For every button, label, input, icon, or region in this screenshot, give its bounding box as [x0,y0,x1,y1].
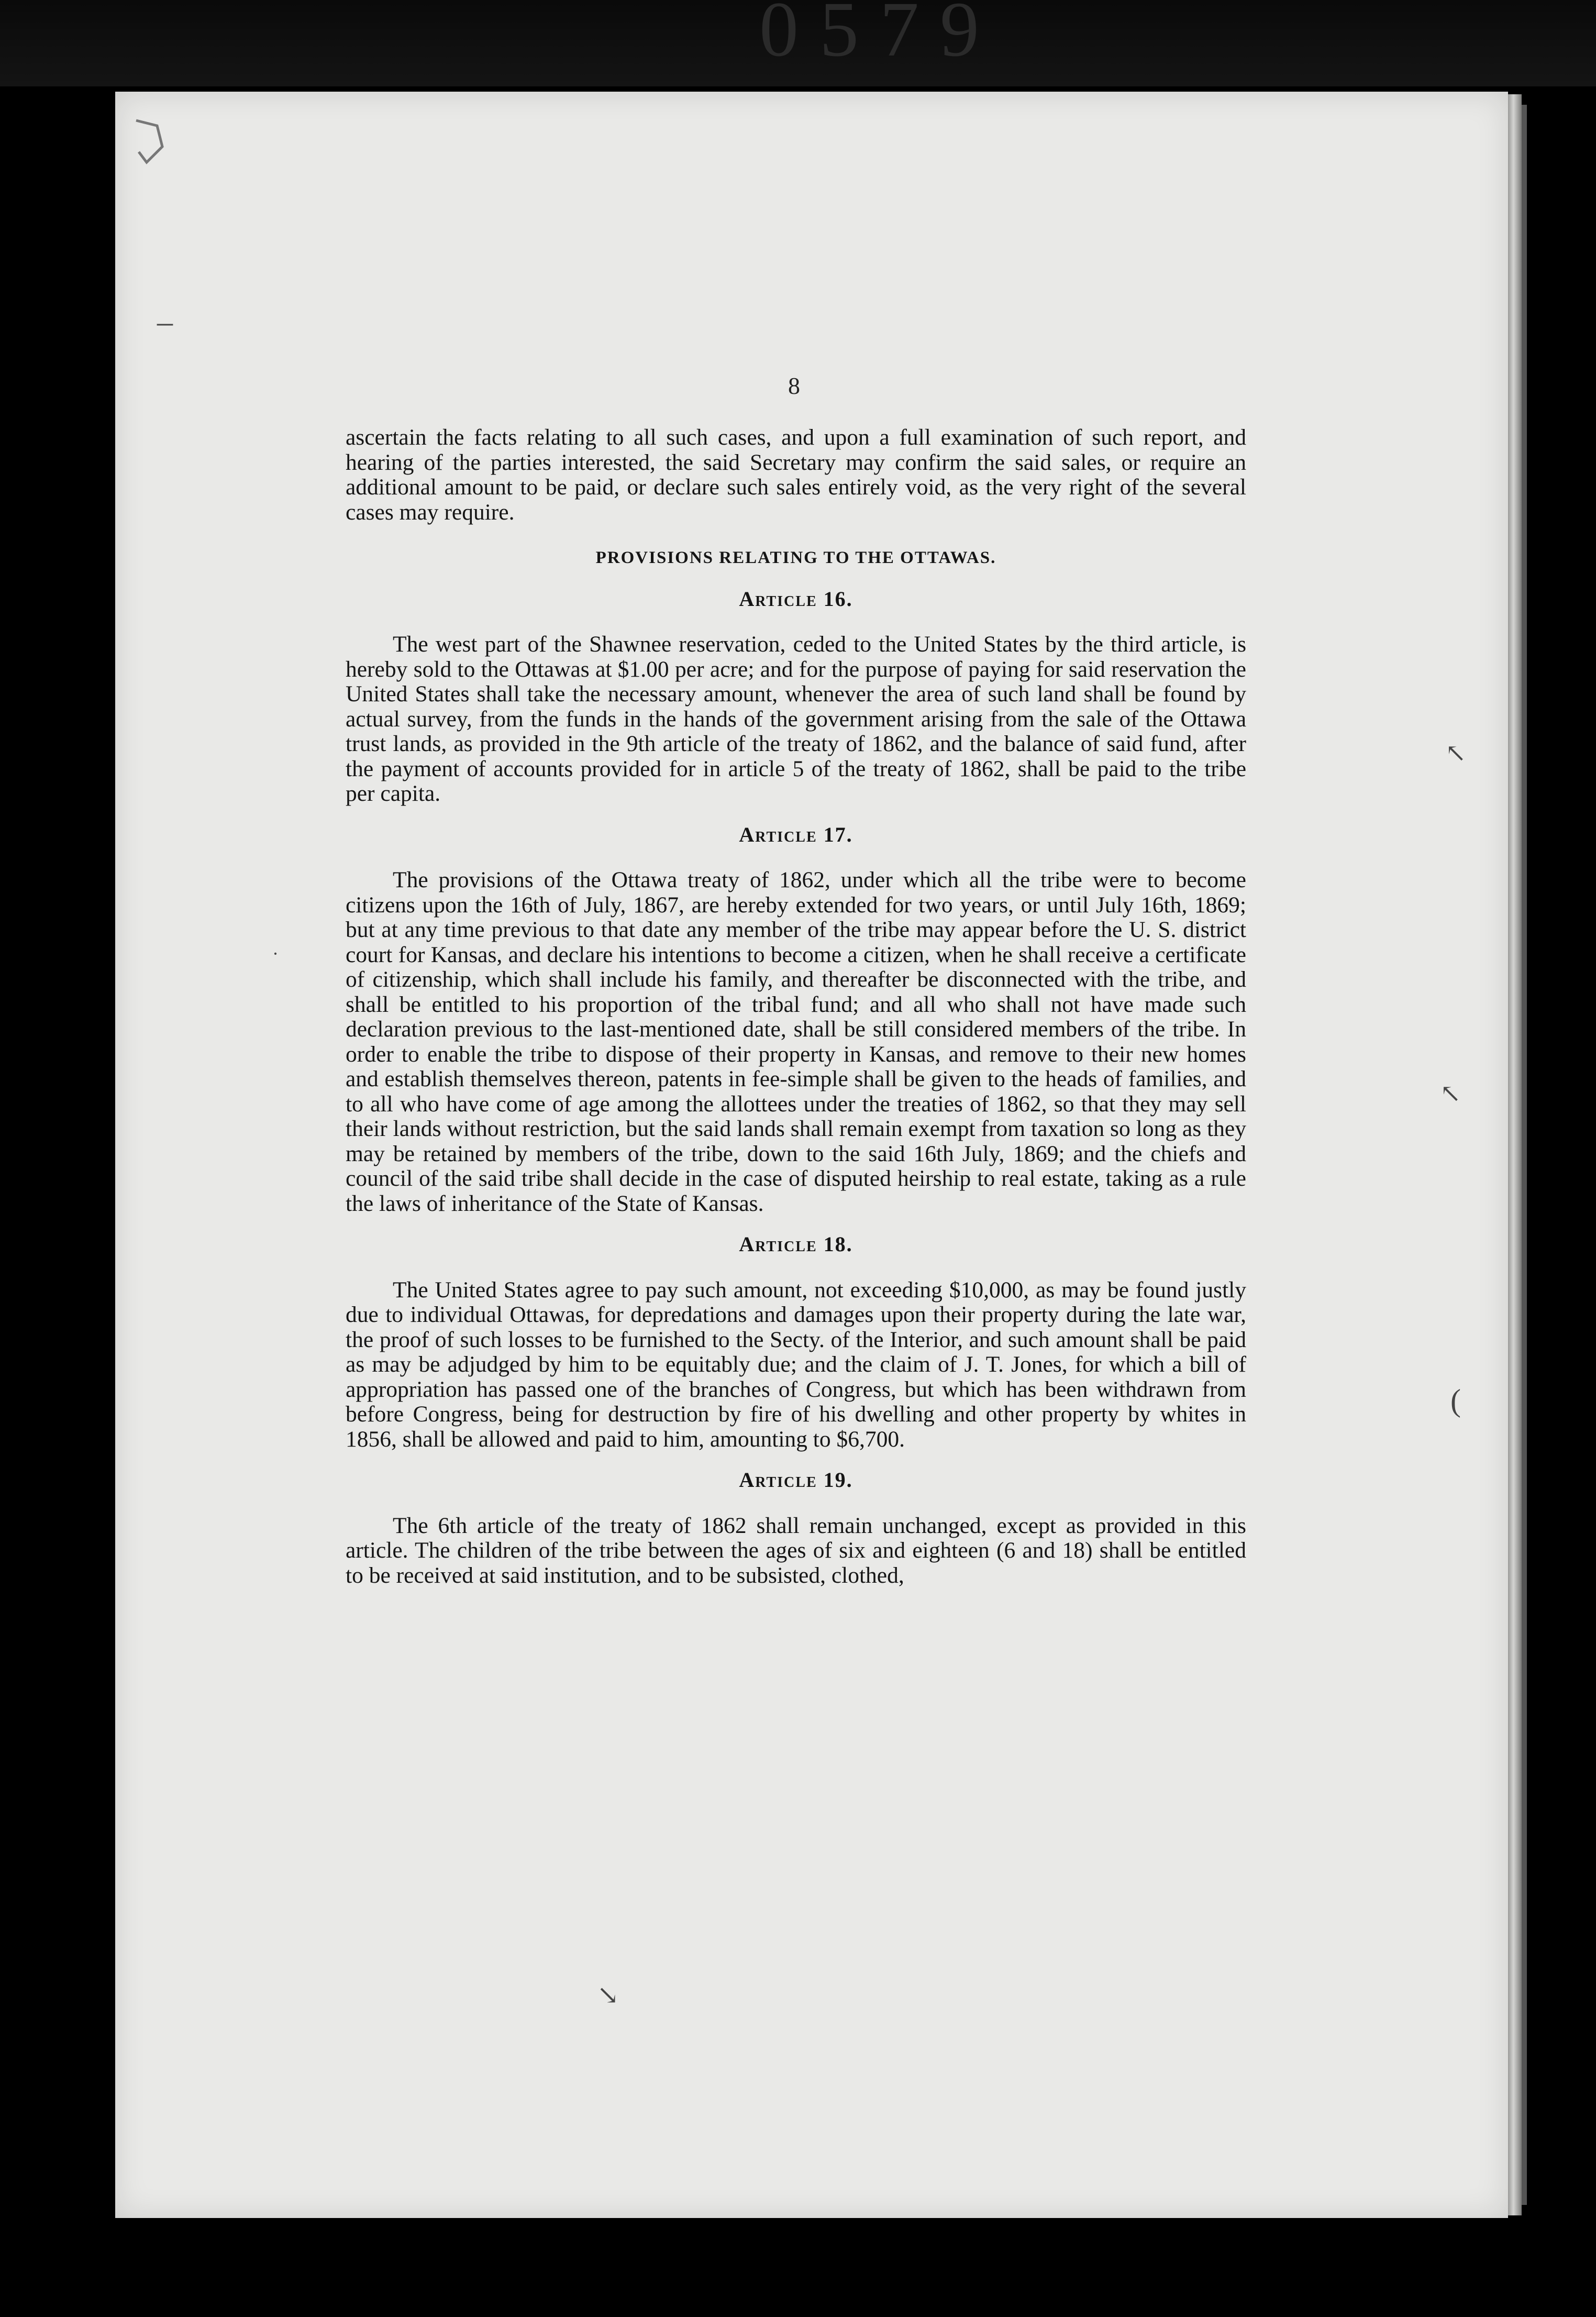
intro-paragraph: ascertain the facts relating to all such cases, and upon a full examination of such report, and hearing of the parties interested, the said Secretary may confirm the said sales, or require an additional amount to be paid, or declare such sales entirely void, as the very right of the several cases may require. [346,425,1246,525]
margin-tick-mark: ↖ [1445,740,1467,767]
article-heading: Article 18. [739,1232,853,1256]
corner-pencil-mark [126,110,173,173]
article-text: The west part of the Shawnee reservation, ceded to the United States by the third article, is hereby sold to the Ottawas at $1.00 per acre; and for the purpose of paying for said reservation the United States shall take the necessary amount, whenever the area of such land shall be found by actual survey, from the funds in the hands of the government arising from the sale of the Ottawa trust lands, as provided in the 9th article of the treaty of 1862, and the balance of said fund, after the payment of accounts provided for in article 5 of the treaty of 1862, shall be paid to the tribe per capita. [346,632,1246,806]
article-heading: Article 19. [739,1468,853,1492]
margin-tick-mark-2: ↖ [1440,1080,1461,1108]
page-number: 8 [788,372,800,399]
article-text: The United States agree to pay such amount, not exceeding $10,000, as may be found justly due to individual Ottawas, for depredations and damages upon their property during the late war, the proof of such losses to be furnished to the Secty. of the Interior, and such amount shall be paid as may be adjudged by him to be equitably due; and the claim of J. T. Jones, for which a bill of appropriation has passed one of the branches of Congress, but which has been withdrawn from before Congress, being for destruction by fire of his dwelling and other property by whites in 1856, shall be allowed and paid to him, amounting to $6,700. [346,1277,1246,1452]
article-text: The 6th article of the treaty of 1862 shall remain unchanged, except as provided in this article. The children of the tribe between the ages of six and eighteen (6 and 18) shall be entitled to be received at said institution, and to be subsisted, clothed, [346,1513,1246,1588]
article-text: The provisions of the Ottawa treaty of 1862, under which all the tribe were to become citizens upon the 16th of July, 1867, are hereby extended for two years, or until July 16th, 1869; but at any time previous to that date any member of the tribe may appear before the U. S. district court for Kansas, and declare his intentions to become a citizen, when he shall receive a certificate of citizenship, which shall include his family, and thereafter be disconnected with the tribe, and shall be entitled to his proportion of the tribal fund; and all who shall not have made such declaration previous to the last-mentioned date, shall be still considered members of the tribe. In order to enable the tribe to dispose of their property in Kansas, and remove to their new homes and establish themselves thereon, patents in fee-simple shall be given to the heads of families, and to all who have come of age among the allottees under the treaties of 1862, so that they may sell their lands without restriction, but the said lands shall remain exempt from taxation so long as they may be retained by members of the tribe, down to the said 16th July, 1869; and the chiefs and council of the said tribe shall decide in the case of disputed heirship to real estate, taking as a rule the laws of inheritance of the State of Kansas. [346,867,1246,1216]
document-body [346,367,1246,1588]
article-heading: Article 17. [739,822,853,846]
margin-dot-mark: · [272,943,279,964]
margin-paren-mark: ( [1450,1383,1461,1418]
section-title: PROVISIONS RELATING TO THE OTTAWAS. [595,548,996,567]
article-heading: Article 16. [739,587,853,611]
film-top-strip [0,0,1596,86]
page-edge-shadow [1522,105,1527,2205]
film-ghost-marks: 0579 [759,0,1000,73]
margin-dash-mark: – [157,304,173,339]
page-edge [1508,94,1522,2215]
pencil-scribble-mark: ↘ [597,1980,619,2010]
